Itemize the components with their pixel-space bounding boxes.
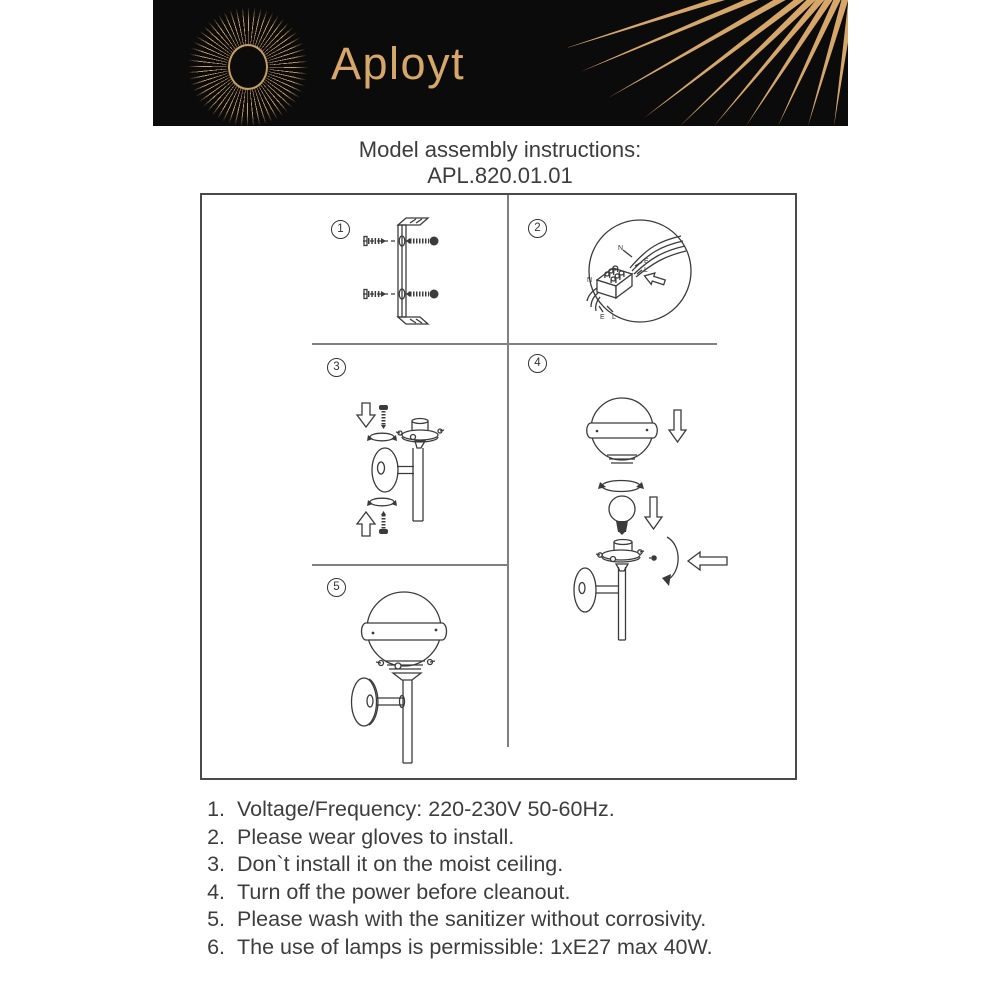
instruction-item xyxy=(195,796,875,824)
screw-icon xyxy=(379,405,388,429)
instruction-number: 5. xyxy=(207,907,225,932)
vertical-divider xyxy=(507,195,509,747)
wire-label-l: L xyxy=(644,267,648,274)
wire-label-e-out: E xyxy=(600,314,605,321)
step-1-badge: 1 xyxy=(331,220,350,239)
instruction-number: 3. xyxy=(207,852,225,877)
collar-icon xyxy=(376,660,435,681)
instruction-number: 4. xyxy=(207,879,225,904)
screw-icon xyxy=(406,290,439,299)
wall-anchor-icon xyxy=(364,290,386,299)
instruction-item xyxy=(195,934,875,962)
brand-wordmark: Aployt xyxy=(331,38,466,89)
wire-label-n: N xyxy=(618,245,624,252)
instruction-number: 2. xyxy=(207,824,225,849)
wall-anchor-icon xyxy=(364,237,386,246)
title-block xyxy=(0,137,1000,189)
down-arrow-icon xyxy=(669,410,686,442)
instruction-text: Please wear gloves to install. xyxy=(237,824,515,849)
brand-banner xyxy=(153,0,848,126)
screw-icon xyxy=(406,237,439,246)
spring-washer-icon xyxy=(367,498,397,506)
up-arrow-icon xyxy=(357,512,375,536)
instruction-text: The use of lamps is permissible: 1xE27 max 40W. xyxy=(237,934,713,959)
step-3-arm-mounting-illustration xyxy=(340,395,460,545)
instructions-title: Model assembly instructions: xyxy=(358,137,642,162)
screw-icon xyxy=(649,555,657,561)
step-2-wiring-terminal-illustration xyxy=(585,218,700,328)
instruction-item xyxy=(195,879,875,907)
supply-wires-icon xyxy=(630,236,686,277)
step-5-assembled-lamp-illustration xyxy=(345,588,455,768)
pole-icon xyxy=(619,567,626,640)
step-4-badge: 4 xyxy=(528,354,547,373)
wire-label-e: E xyxy=(644,258,649,265)
step-2-badge: 2 xyxy=(528,219,547,238)
rotate-ellipse-icon xyxy=(598,481,644,492)
instruction-number: 1. xyxy=(207,797,225,821)
instruction-text: Turn off the power before cleanout. xyxy=(237,879,571,904)
wall-cup-icon xyxy=(372,448,398,492)
instruction-number: 6. xyxy=(207,934,225,959)
model-number: APL.820.01.01 xyxy=(427,163,573,188)
horizontal-divider-2 xyxy=(312,564,507,566)
lamp-holder-icon xyxy=(396,419,444,449)
wall-cup-icon xyxy=(352,678,405,726)
instruction-text: Don`t install it on the moist ceiling. xyxy=(237,852,564,877)
socket-fixture-icon xyxy=(596,540,644,572)
light-bulb-icon xyxy=(609,496,635,535)
globe-shade-icon xyxy=(587,398,658,463)
instruction-text: Please wash with the sanitizer without corrosivity. xyxy=(237,907,707,932)
instruction-item xyxy=(195,851,875,879)
spring-washer-icon xyxy=(367,433,397,441)
arm-icon xyxy=(397,467,414,474)
horizontal-divider-1 xyxy=(312,343,717,345)
pole-icon xyxy=(413,448,423,521)
assembly-diagram-panel xyxy=(200,193,797,780)
instruction-item xyxy=(195,824,875,852)
corner-rays-icon xyxy=(568,0,848,126)
rotate-arrow-icon xyxy=(662,537,678,586)
terminal-block-icon xyxy=(597,266,632,298)
left-arrow-icon xyxy=(688,552,727,570)
sunburst-ring-icon xyxy=(228,44,268,90)
step-3-badge: 3 xyxy=(327,358,346,377)
instruction-list xyxy=(195,796,875,962)
down-arrow-icon xyxy=(645,497,662,529)
instruction-item xyxy=(195,906,875,934)
pole-icon xyxy=(403,680,412,763)
wall-cup-icon xyxy=(574,568,618,612)
down-arrow-icon xyxy=(357,403,375,427)
screw-icon xyxy=(379,511,388,534)
step-4-shade-bulb-assembly-illustration xyxy=(570,395,740,645)
wire-label-l-out: L xyxy=(612,314,616,321)
wire-label-n-out: N xyxy=(587,277,593,284)
step-5-badge: 5 xyxy=(327,578,346,597)
instruction-text: Voltage/Frequency: 220-230V 50-60Hz. xyxy=(237,797,615,821)
step-1-wall-bracket-illustration xyxy=(353,213,448,328)
globe-shade-icon xyxy=(362,592,447,666)
